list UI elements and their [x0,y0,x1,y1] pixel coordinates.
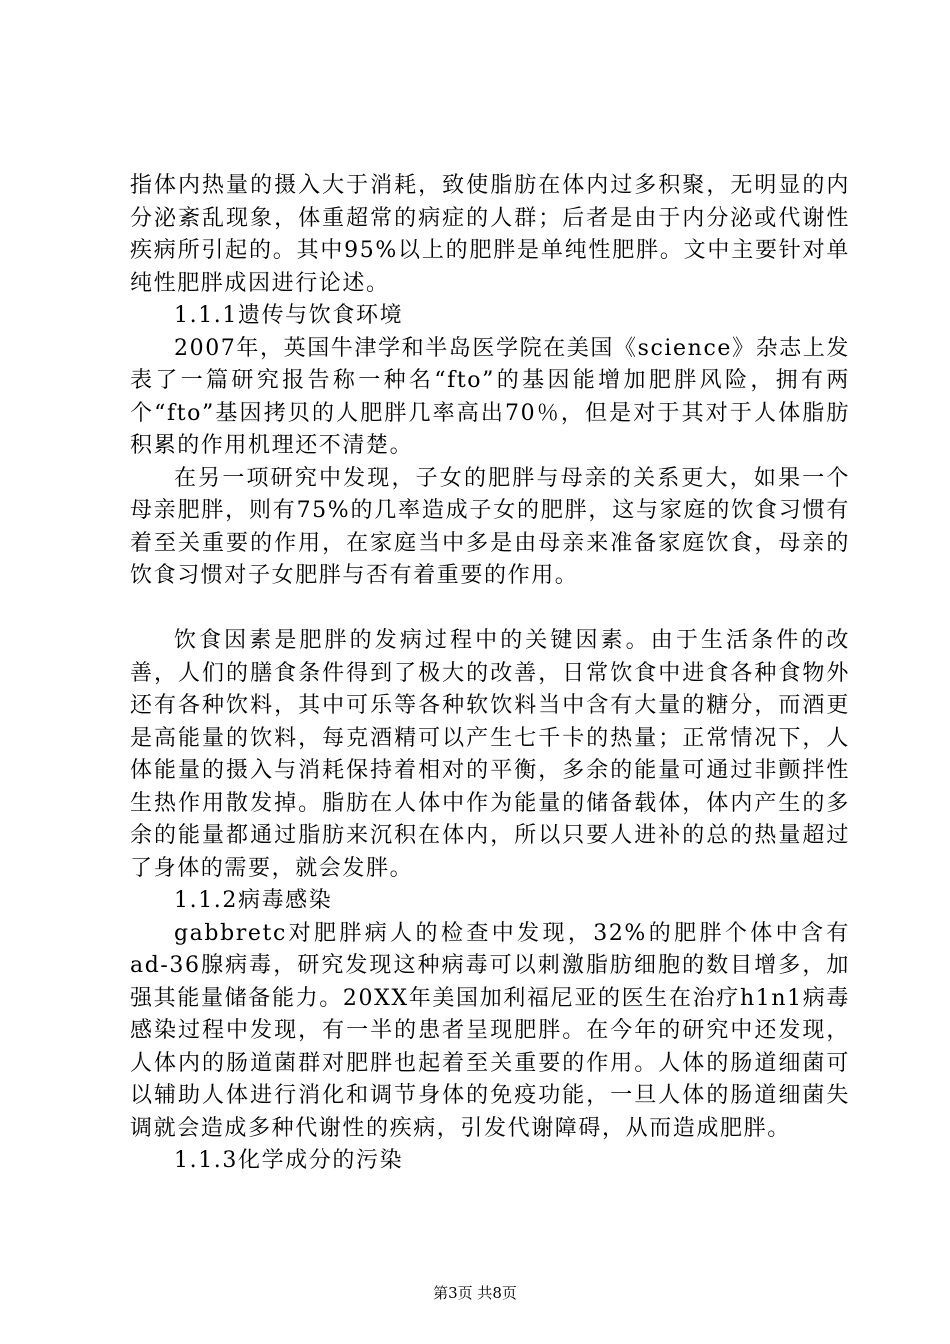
section-heading-chemical-pollution: 1.1.3化学成分的污染 [174,1148,404,1173]
paragraph-mother-influence: 在另一项研究中发现，子女的肥胖与母亲的关系更大，如果一个母亲肥胖，则有75%的几率造成子女的肥胖，这与家庭的饮食习惯有着至关重要的作用，在家庭当中多是由母亲来准备家庭饮食，母亲的饮食习惯对子女肥胖与否有着重要的作用。 [130,465,850,588]
section-heading-virus-infection: 1.1.2病毒感染 [174,888,333,913]
page-number-footer: 第3页 共8页 [433,1284,517,1302]
paragraph-adenovirus: gabbretc对肥胖病人的检查中发现，32%的肥胖个体中含有ad-36腺病毒，研究发现这种病毒可以刺激脂肪细胞的数目增多，加强其能量储备能力。20XX年美国加利福尼亚的医生在治疗h1n1病毒感染过程中发现，有一半的患者呈现肥胖。在今年的研究中还发现，人体内的肠道菌群对肥胖也起着至关重要的作用。人体的肠道细菌可以辅助人体进行消化和调节身体的免疫功能，一旦人体的肠道细菌失调就会造成多种代谢性的疾病，引发代谢障碍，从而造成肥胖。 [130,920,850,1141]
paragraph-fto-gene: 2007年，英国牛津学和半岛医学院在美国《science》杂志上发表了一篇研究报告称一种名“fto”的基因能增加肥胖风险，拥有两个“fto”基因拷贝的人肥胖几率高出70％，但是对于其对于人体脂肪积累的作用机理还不清楚。 [130,335,850,458]
section-heading-genetics-diet: 1.1.1遗传与饮食环境 [174,303,404,328]
paragraph-diet-factors: 饮食因素是肥胖的发病过程中的关键因素。由于生活条件的改善，人们的膳食条件得到了极大的改善，日常饮食中进食各种食物外还有各种饮料，其中可乐等各种软饮料当中含有大量的糖分，而酒更是高能量的饮料，每克酒精可以产生七千卡的热量；正常情况下，人体能量的摄入与消耗保持着相对的平衡，多余的能量可通过非颤拌性生热作用散发掉。脂肪在人体中作为能量的储备载体，体内产生的多余的能量都通过脂肪来沉积在体内，所以只要人进补的总的热量超过了身体的需要，就会发胖。 [130,628,850,881]
paragraph-obesity-definition: 指体内热量的摄入大于消耗，致使脂肪在体内过多积聚，无明显的内分泌紊乱现象，体重超常的病症的人群；后者是由于内分泌或代谢性疾病所引起的。其中95%以上的肥胖是单纯性肥胖。文中主要针对单纯性肥胖成因进行论述。 [130,173,850,296]
body-text [130,170,850,1178]
